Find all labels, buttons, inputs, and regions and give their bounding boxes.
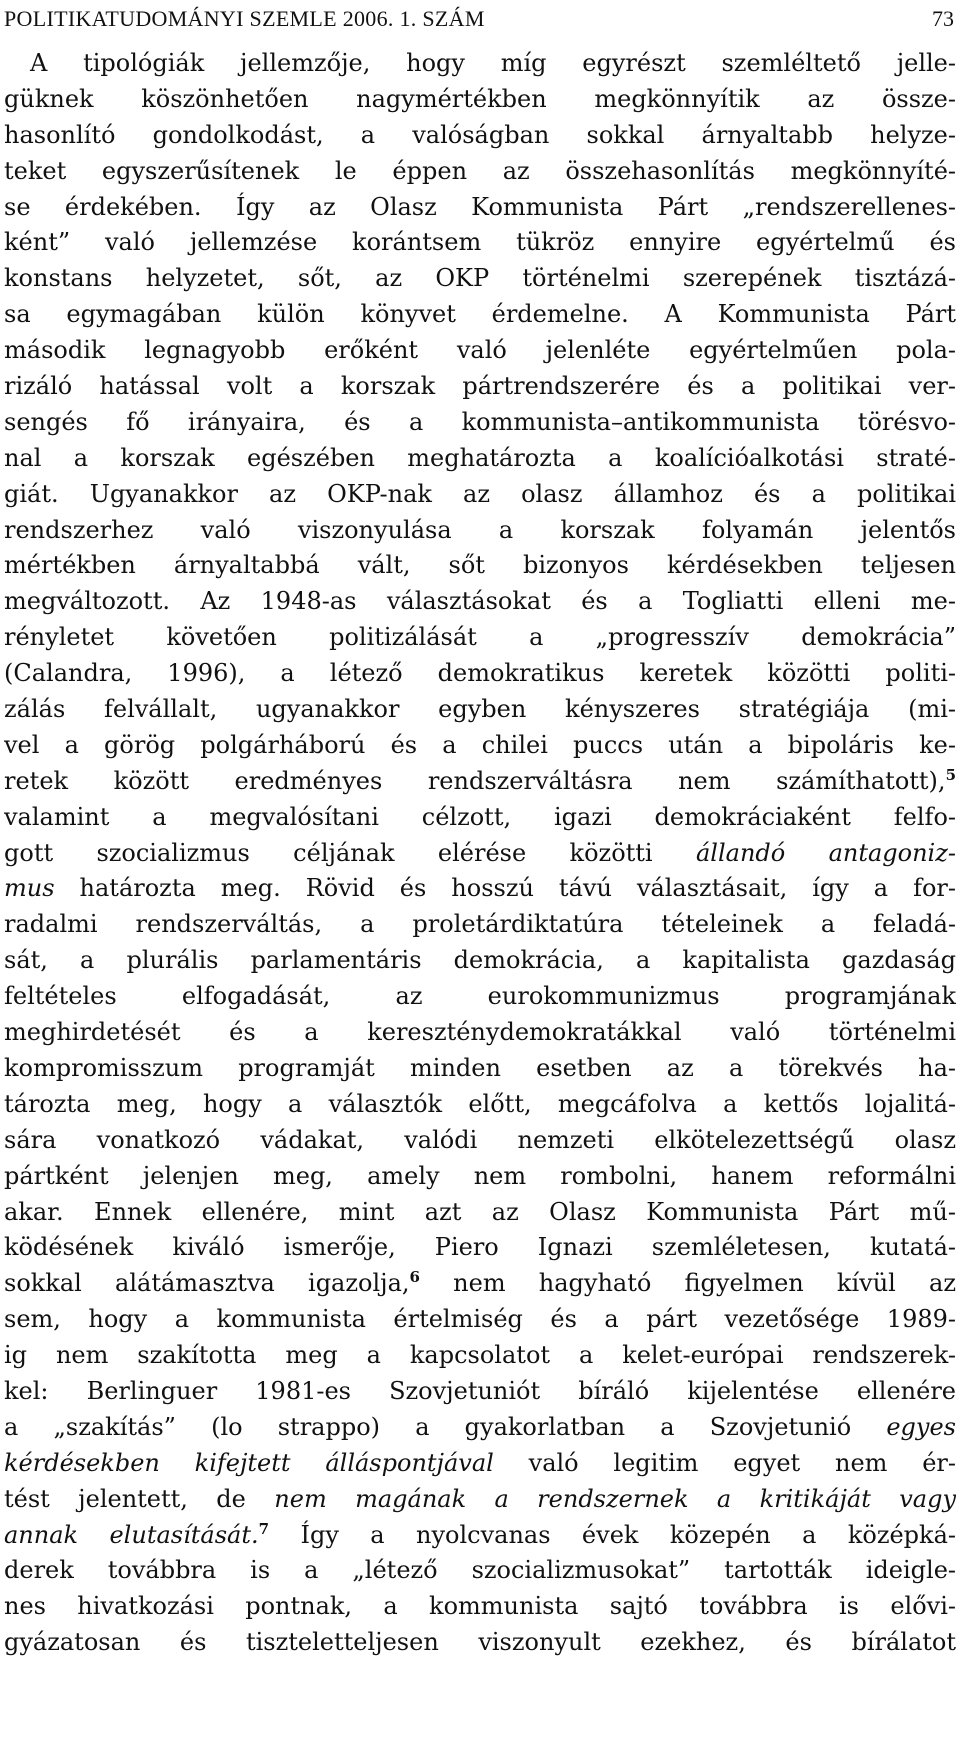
text-line: sát, a plurális parlamentáris demokrácia, a kapitalista gazdaság: [4, 946, 956, 975]
italic-phrase: kérdésekben kifejtett álláspontjával: [4, 1448, 494, 1477]
page-number: 73: [932, 6, 954, 31]
running-header: [0, 0, 960, 34]
text-line: ködésének kiváló ismerője, Piero Ignazi szemléletesen, kutatá-: [4, 1233, 956, 1262]
text-line: sára vonatkozó vádakat, valódi nemzeti elkötelezettségű olasz: [4, 1125, 956, 1154]
text-line: konstans helyzetet, sőt, az OKP történelmi szerepének tisztázá-: [4, 264, 956, 293]
text-line: nes hivatkozási pontnak, a kommunista sajtó továbbra is elővi-: [4, 1592, 956, 1621]
text-line: derek továbbra is a „létező szocializmusokat” tartották ideigle-: [4, 1556, 956, 1585]
text-line: se érdekében. Így az Olasz Kommunista Párt „rendszerellenes-: [4, 192, 956, 221]
text-line: güknek köszönhetően nagymértékben megkönnyítik az össze-: [4, 84, 956, 113]
italic-phrase: mus: [4, 874, 55, 903]
text-line: A tipológiák jellemzője, hogy míg egyrészt szemléltető jelle-: [30, 49, 956, 77]
text-line: annak elutasítását.$^7$ Így a nyolcvanas évek közepén a középká-: [4, 1519, 956, 1549]
italic-phrase: nem magának a rendszernek a kritikáját vagy: [274, 1484, 956, 1513]
text-line: radalmi rendszerváltás, a proletárdiktatúra tételeinek a feladá-: [4, 910, 956, 939]
text-line: kompromisszum programját minden esetben az a törekvés ha-: [4, 1053, 956, 1082]
italic-phrase: egyes: [886, 1412, 956, 1441]
text-line: kérdésekben kifejtett álláspontjával való legitim egyet nem ér-: [4, 1448, 956, 1477]
text-line: giát. Ugyanakkor az OKP-nak az olasz államhoz és a politikai: [4, 479, 956, 508]
text-line: (Calandra, 1996), a létező demokratikus keretek közötti politi-: [4, 659, 956, 688]
text-line: mértékben árnyaltabbá vált, sőt bizonyos kérdésekben teljesen: [4, 551, 956, 580]
journal-title: POLITIKATUDOMÁNYI SZEMLE 2006. 1. SZÁM: [4, 6, 485, 31]
italic-phrase: állandó antagoniz-: [695, 838, 956, 867]
text-line: sem, hogy a kommunista értelmiség és a párt vezetősége 1989-: [4, 1305, 956, 1334]
text-line: teket egyszerűsítenek le éppen az összehasonlítás megkönnyíté-: [4, 156, 956, 185]
text-line: zálás felvállalt, ugyanakkor egyben kényszeres stratégiája (mi-: [4, 695, 956, 724]
text-line: akar. Ennek ellenére, mint azt az Olasz Kommunista Párt mű-: [4, 1197, 956, 1226]
text-line: tést jelentett, de nem magának a rendszernek a kritikáját vagy: [4, 1484, 956, 1513]
text-line: rendszerhez való viszonyulása a korszak folyamán jelentős: [4, 515, 956, 544]
text-line: tározta meg, hogy a választók előtt, megcáfolva a kettős lojalitá-: [4, 1089, 956, 1118]
text-line: a „szakítás” (lo strappo) a gyakorlatban a Szovjetunió egyes: [4, 1412, 956, 1441]
text-line: sengés fő irányaira, és a kommunista–antikommunista törésvo-: [4, 407, 956, 436]
body-paragraph: [4, 46, 956, 1661]
text-line: retek között eredményes rendszerváltásra nem számíthatott),$^5$: [4, 765, 956, 795]
footnote-marker[interactable]: 7: [258, 1519, 270, 1538]
text-line: mus határozta meg. Rövid és hosszú távú választásait, így a for-: [4, 874, 956, 903]
text-line: második legnagyobb erőként való jelenléte egyértelműen pola-: [4, 336, 956, 365]
text-line: nal a korszak egészében meghatározta a koalícióalkotási straté-: [4, 443, 956, 472]
text-line: hasonlító gondolkodást, a valóságban sokkal árnyaltabb helyze-: [4, 120, 956, 149]
text-line: rényletet követően politizálását a „progresszív demokrácia”: [4, 623, 956, 652]
text-line: vel a görög polgárháború és a chilei puccs után a bipoláris ke-: [4, 730, 956, 759]
text-line: gyázatosan és tiszteletteljesen viszonyult ezekhez, és bírálatot: [4, 1628, 956, 1657]
text-line: ként” való jellemzése korántsem tükröz ennyire egyértelmű és: [4, 228, 956, 257]
text-line: sa egymagában külön könyvet érdemelne. A Kommunista Párt: [4, 300, 956, 329]
text-line: valamint a megvalósítani célzott, igazi demokráciaként felfo-: [4, 802, 956, 831]
text-line: ig nem szakította meg a kapcsolatot a kelet-európai rendszerek-: [4, 1341, 956, 1370]
text-line: pártként jelenjen meg, amely nem rombolni, hanem reformálni: [4, 1161, 956, 1190]
text-line: gott szocializmus céljának elérése közötti állandó antagoniz-: [4, 838, 956, 867]
text-line: sokkal alátámasztva igazolja,$^6$ nem hagyható figyelmen kívül az: [4, 1268, 956, 1298]
footnote-marker[interactable]: 6: [409, 1268, 420, 1287]
italic-phrase: annak elutasítását.: [4, 1520, 259, 1549]
text-line: kel: Berlinguer 1981-es Szovjetuniót bíráló kijelentése ellenére: [4, 1376, 956, 1405]
text-line: rizáló hatással volt a korszak pártrendszerére és a politikai ver-: [4, 372, 956, 401]
text-line: meghirdetését és a kereszténydemokratákkal való történelmi: [4, 1018, 956, 1047]
text-line: feltételes elfogadását, az eurokommunizmus programjának: [4, 982, 956, 1011]
text-line: megváltozott. Az 1948-as választásokat és a Togliatti elleni me-: [4, 587, 956, 616]
footnote-marker[interactable]: 5: [945, 765, 956, 784]
